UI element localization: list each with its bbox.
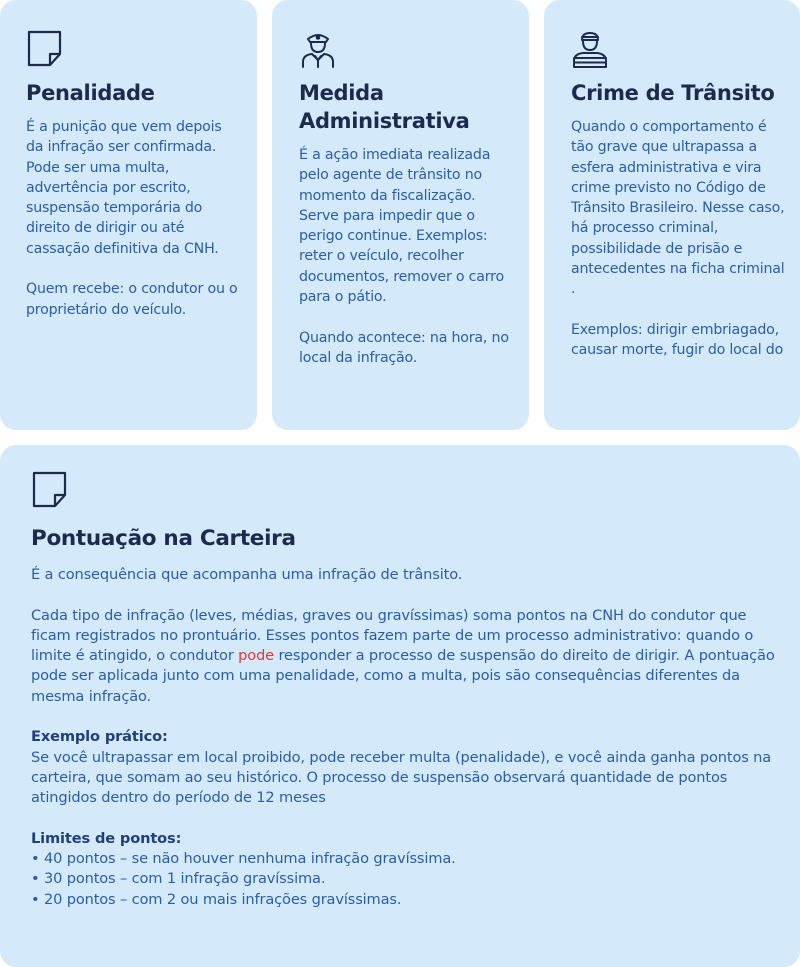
card-paragraph: É a ação imediata realizada pelo agente de trânsito no momento da fiscalização. Serve para impedir que o perigo continue. Exemplos: reter o veículo, recolher documentos, remover o carro para o pátio. <box>299 147 504 306</box>
card-title: Penalidade <box>26 81 155 105</box>
limit-item: • 30 pontos – com 1 infração gravíssima. <box>31 870 326 888</box>
card-body <box>571 117 790 361</box>
card-body <box>26 117 241 320</box>
card-body <box>299 145 513 368</box>
example-text: Se você ultrapassar em local proibido, pode receber multa (penalidade), e você ainda ganha pontos na carteira, que somam ao seu histórico. O processo de suspensão observará quantidade de pontos atingidos dentro do período de 12 meses <box>31 748 772 807</box>
card-paragraph: Exemplos: dirigir embriagado, causar morte, fugir do local do <box>571 321 784 359</box>
document-icon <box>31 471 69 509</box>
limit-item: • 20 pontos – com 2 ou mais infrações gravíssimas. <box>31 890 402 908</box>
card-paragraph: Quando o comportamento é tão grave que ultrapassa a esfera administrativa e vira crime previsto no Código de Trânsito Brasileiro. Nesse caso, há processo criminal, possibilidade de prisão e antecedentes na ficha criminal . <box>571 119 785 298</box>
card-crime-de-transito <box>544 0 800 430</box>
card-title: Pontuação na Carteira <box>31 526 296 551</box>
main-paragraph-start: Cada tipo de infração (leves, médias, graves ou gravíssimas) soma pontos na CNH do condutor que ficam registrados no prontuário. Esses pontos fazem parte de um processo administrativo: quando o limite é atingido, o condutor <box>31 606 754 665</box>
card-paragraph: É a punição que vem depois da infração ser confirmada. Pode ser uma multa, advertência por escrito, suspensão temporária do direito de dirigir ou até cassação definitiva da CNH. <box>26 119 222 257</box>
card-pontuacao-na-carteira <box>0 445 800 967</box>
card-title: Crime de Trânsito <box>571 81 775 105</box>
limits-heading: Limites de pontos: <box>31 829 182 847</box>
intro-paragraph: É a consequência que acompanha uma infração de trânsito. <box>31 566 463 583</box>
card-penalidade <box>0 0 257 430</box>
card-paragraph: Quando acontece: na hora, no local da infração. <box>299 329 509 366</box>
highlighted-word: pode <box>238 647 275 665</box>
card-medida-administrativa <box>272 0 529 430</box>
card-title: Medida Administrativa <box>299 81 470 133</box>
limit-item: • 40 pontos – se não houver nenhuma infração gravíssima. <box>31 850 456 868</box>
document-icon <box>26 30 64 68</box>
main-paragraph <box>31 606 780 707</box>
main-paragraph-end: responder a processo de suspensão do direito de dirigir. A pontuação pode ser aplicada junto com uma penalidade, como a multa, pois são consequências diferentes da mesma infração. <box>31 647 775 705</box>
prisoner-icon <box>571 30 609 68</box>
police-officer-icon <box>299 30 337 68</box>
card-body <box>31 565 780 910</box>
card-paragraph: Quem recebe: o condutor ou o proprietário do veículo. <box>26 281 238 318</box>
example-heading: Exemplo prático: <box>31 728 168 746</box>
